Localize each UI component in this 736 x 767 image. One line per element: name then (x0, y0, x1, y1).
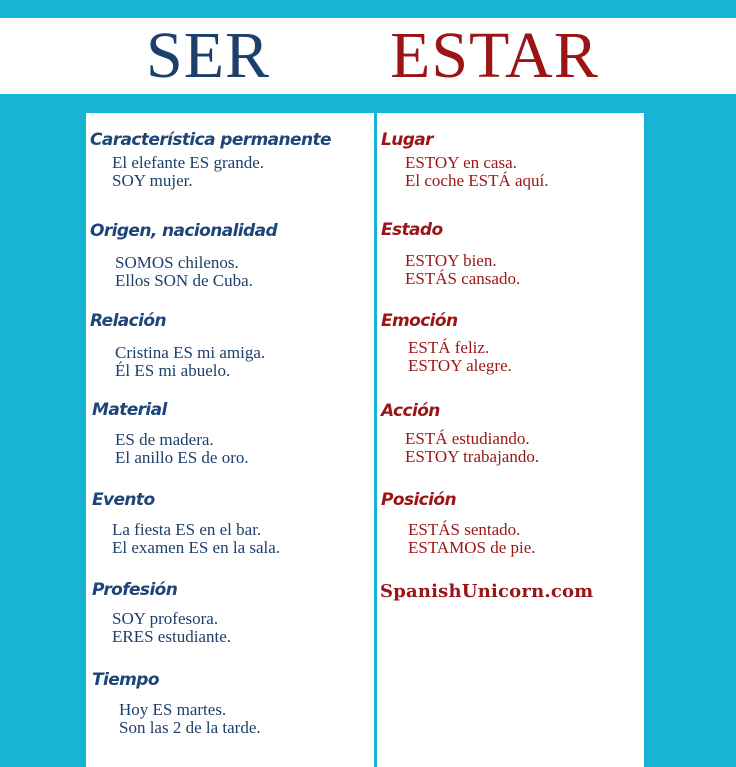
example-line: La fiesta ES en el bar. (112, 520, 262, 539)
website-credit: SpanishUnicorn.com (380, 581, 594, 602)
example-line: ESTÁ feliz. (408, 338, 490, 357)
section-heading: Material (92, 400, 167, 420)
example-line: Ellos SON de Cuba. (115, 271, 253, 290)
section-heading: Evento (92, 490, 155, 510)
example-line: ESTOY en casa. (405, 153, 517, 172)
example-line: El elefante ES grande. (112, 153, 264, 172)
estar-section (377, 489, 536, 557)
estar-section (377, 310, 512, 375)
example-line: ES de madera. (115, 430, 214, 449)
estar-title: ESTAR (390, 19, 599, 92)
estar-section (377, 129, 549, 190)
example-line: Cristina ES mi amiga. (115, 343, 266, 362)
example-line: ESTÁ estudiando. (405, 429, 530, 448)
example-line: ERES estudiante. (112, 627, 231, 646)
ser-section (86, 669, 261, 737)
example-line: ESTAMOS de pie. (408, 538, 536, 557)
section-heading: Acción (381, 401, 440, 421)
section-heading: Tiempo (92, 670, 159, 690)
ser-section (86, 579, 231, 646)
top-strip (0, 0, 736, 18)
ser-section (86, 310, 265, 380)
ser-section (86, 129, 331, 190)
ser-column (86, 113, 374, 767)
example-line: SOY profesora. (112, 609, 219, 628)
estar-section (377, 219, 520, 288)
section-heading: Relación (90, 311, 166, 331)
ser-section (86, 399, 249, 467)
section-heading: Emoción (381, 311, 458, 331)
section-heading: Lugar (381, 130, 433, 150)
section-heading: Profesión (92, 580, 178, 600)
example-line: ESTOY bien. (405, 251, 497, 270)
estar-column (377, 113, 644, 767)
example-line: SOY mujer. (112, 171, 193, 190)
example-line: El anillo ES de oro. (115, 448, 249, 467)
example-line: ESTOY alegre. (408, 356, 512, 375)
estar-section (377, 400, 539, 466)
ser-section (86, 489, 280, 557)
section-heading: Característica permanente (90, 130, 331, 150)
section-heading: Estado (381, 220, 443, 240)
example-line: SOMOS chilenos. (115, 253, 239, 272)
example-line: Hoy ES martes. (119, 700, 227, 719)
title-band (0, 18, 736, 94)
section-heading: Origen, nacionalidad (90, 221, 278, 241)
example-line: Él ES mi abuelo. (115, 361, 231, 380)
example-line: El examen ES en la sala. (112, 538, 281, 557)
example-line: El coche ESTÁ aquí. (405, 171, 549, 190)
example-line: ESTÁS cansado. (405, 269, 521, 288)
ser-section (86, 220, 277, 290)
example-line: ESTOY trabajando. (405, 447, 540, 466)
example-line: ESTÁS sentado. (408, 520, 521, 539)
ser-title: SER (146, 19, 271, 92)
section-heading: Posición (381, 490, 456, 510)
example-line: Son las 2 de la tarde. (119, 718, 261, 737)
